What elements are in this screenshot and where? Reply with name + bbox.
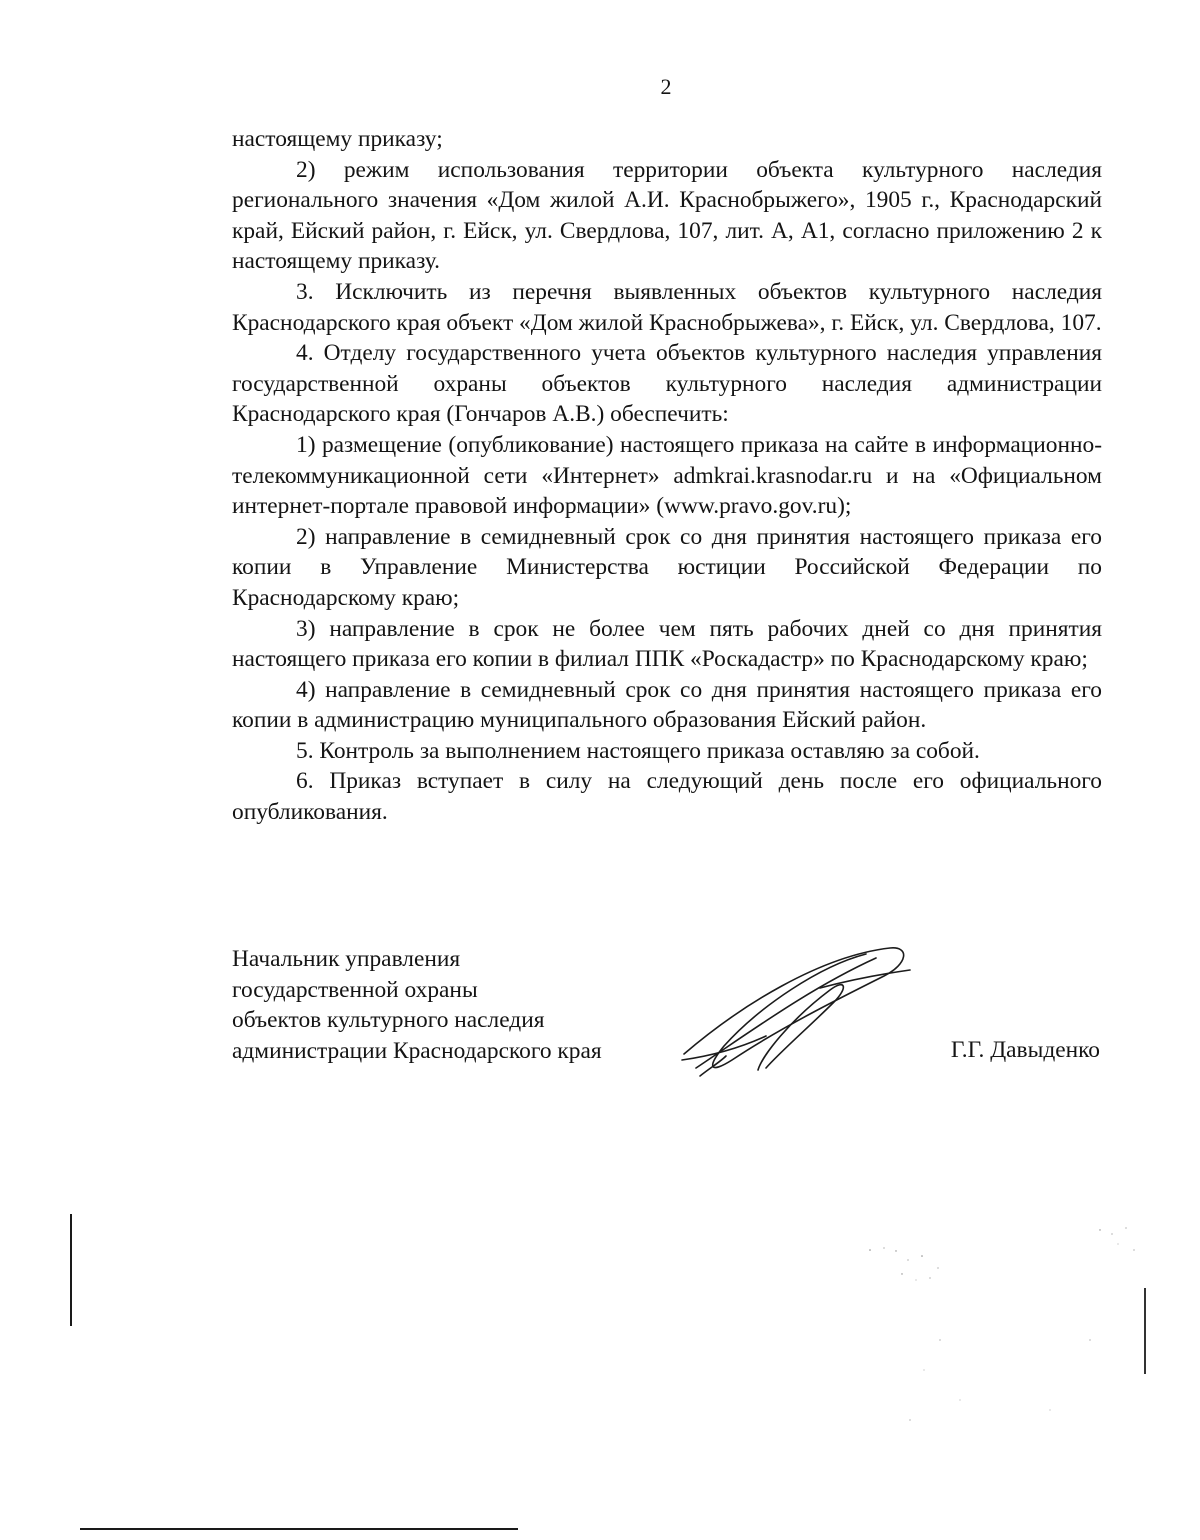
paragraph: 2) направление в семидневный срок со дня принятия настоящего приказа его копии в Управление Министерства юстиции Российской Федерации по Краснодарскому краю; [232, 523, 1102, 611]
signer-position-line: объектов культурного наследия [232, 1007, 545, 1034]
paragraph: 5. Контроль за выполнением настоящего приказа оставляю за собой. [296, 737, 980, 764]
paragraph: 4) направление в семидневный срок со дня принятия настоящего приказа его копии в администрацию муниципального образования Ейский район. [232, 676, 1102, 734]
paragraph: 3) направление в срок не более чем пять рабочих дней со дня принятия настоящего приказа его копии в филиал ППК «Роскадастр» по Краснодарскому краю; [232, 615, 1102, 673]
paragraph: 1) размещение (опубликование) настоящего приказа на сайте в информационно-телекоммуникационной сети «Интернет» admkrai.krasnodar.ru и на «Официальном интернет-портале правовой информации» (www.pravo.gov.ru); [232, 431, 1102, 520]
paragraph: 4. Отделу государственного учета объектов культурного наследия управления государственной охраны объектов культурного наследия администрации Краснодарского края (Гончаров А.В.) обеспечить: [232, 340, 1102, 428]
paragraph: 3. Исключить из перечня выявленных объектов культурного наследия Краснодарского края объект «Дом жилой Краснобрыжева», г. Ейск, ул. Свердлова, 107. [232, 278, 1102, 336]
scan-artifact-line [70, 1214, 72, 1326]
paragraph: настоящему приказу; [232, 126, 443, 152]
scan-noise [850, 1220, 1150, 1440]
paragraph: 6. Приказ вступает в силу на следующий день после его официального опубликования. [232, 768, 1102, 826]
page-number: 2 [660, 74, 672, 99]
signer-position-line: администрации Краснодарского края [232, 1037, 602, 1064]
signer-position [232, 944, 602, 1066]
document-body [232, 124, 1102, 828]
signer-position-line: Начальник управления [232, 946, 461, 972]
signer-name: Г.Г. Давыденко [950, 1037, 1100, 1063]
handwritten-signature [670, 936, 920, 1086]
paragraph: 2) режим использования территории объекта культурного наследия регионального значения «Дом жилой А.И. Краснобрыжего», 1905 г., Краснодарский край, Ейский район, г. Ейск, ул. Свердлова, 107, лит. А, А1, согласно приложению 2 к настоящему приказу. [232, 156, 1102, 275]
signer-position-line: государственной охраны [232, 976, 478, 1003]
scan-artifact-line [80, 1528, 518, 1530]
